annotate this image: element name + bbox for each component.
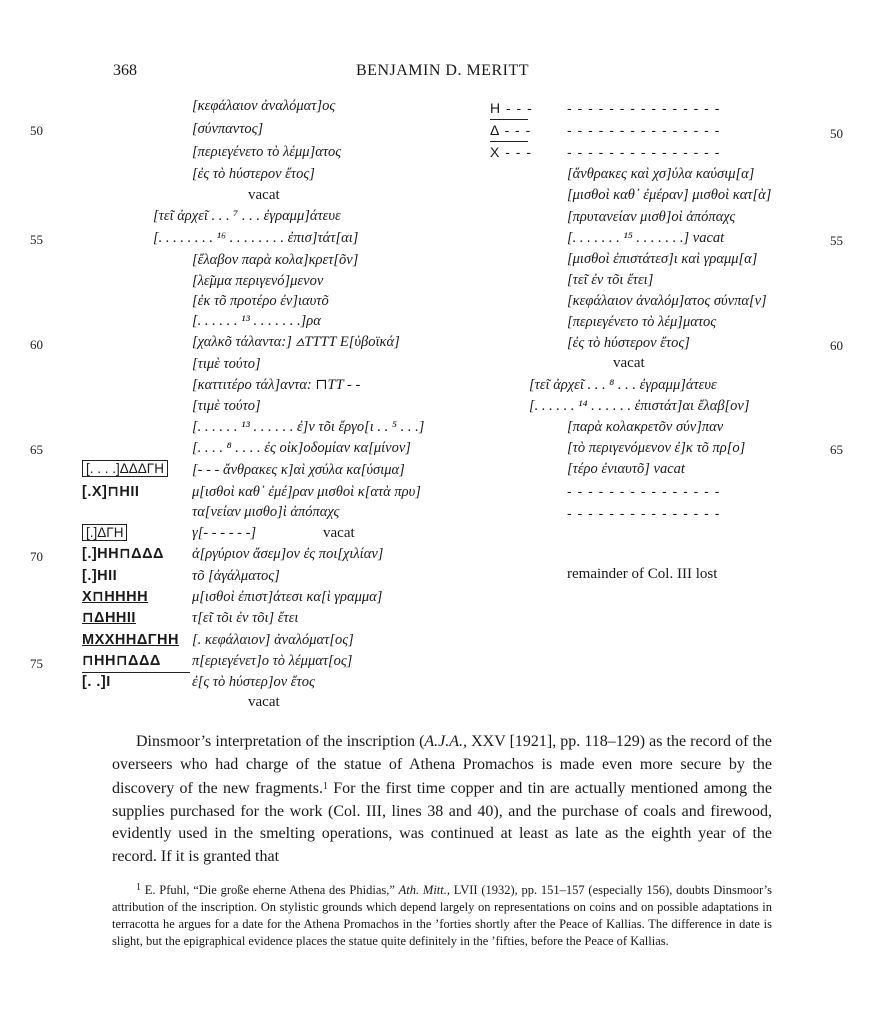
attic-numeral: [.]ΔΓΗ: [82, 524, 127, 541]
attic-numeral: Χ - - -: [490, 144, 532, 160]
inscription-line: [τε̃ι ἐν τõι ἔτει]: [567, 272, 654, 288]
attic-numeral: [.]ΗΙΙ: [82, 568, 118, 584]
attic-numeral: Δ - - -: [490, 122, 532, 138]
line-number: 50: [30, 123, 43, 138]
inscription-line: [τὸ περιγενόμενον ἐ]κ τõ πρ[ο]: [567, 440, 746, 456]
line-number: 65: [830, 442, 843, 457]
line-number: 65: [30, 442, 43, 457]
inscription-line: [χαλκõ τάλαντα:] ⩟ΤΤΤΤ Ε[ὐβοϊκά]: [192, 334, 400, 350]
lacuna-line: - - - - - - - - - - - - - - -: [567, 483, 721, 499]
journal-ref: Ath. Mitt.,: [398, 883, 450, 897]
running-head-author: BENJAMIN D. MERITT: [356, 62, 529, 79]
attic-numeral: ΜΧΧΗΗΔΓΗΗ: [82, 632, 179, 648]
line-number: 60: [830, 338, 843, 353]
inscription-line: γ[- - - - - -]: [192, 525, 257, 541]
inscription-line: [παρὰ κολακρετõν σύν]παν: [567, 419, 724, 435]
footnote-number: 1: [136, 882, 141, 893]
vacat: vacat: [248, 187, 280, 203]
line-number: 55: [30, 232, 43, 247]
inscription-line: [. . . . ⁸ . . . . ἐς οἰκ]οδομίαν κα[μίνον]: [192, 440, 411, 456]
attic-numeral: ⊓ΗΗ⊓ΔΔΔ: [82, 653, 161, 669]
attic-numeral: ⊓ΔΗΗΙΙ: [82, 610, 136, 626]
inscription-line: [- - - ἄνθρακες κ]αὶ χσύλα κα[ύσιμα]: [192, 462, 405, 478]
inscription-line: [περιεγένετο τὸ λέμ]ματος: [567, 314, 717, 330]
inscription-line: [τέρο ἐνιαυτõ] vacat: [567, 461, 685, 477]
attic-numeral: Η - - -: [490, 100, 533, 116]
inscription-line: [. . . . . . ¹⁴ . . . . . . ἐπιστάτ]αι ἔλαβ[ον]: [529, 398, 750, 414]
inscription-line: [πρυτανείαν μισθ]οὶ ἀπόπαχς: [567, 209, 736, 225]
inscription-line: [. . . . . . ¹³ . . . . . . .]ρα: [192, 313, 321, 329]
line-number: 55: [830, 233, 843, 248]
attic-numeral: [. .]Ι: [82, 674, 111, 690]
inscription-line: [τε̃ι ἀρχε̃ι . . . ⁸ . . . ἐγραμμ]άτευε: [529, 377, 717, 393]
divider: [82, 672, 190, 673]
page-number: 368: [113, 62, 137, 79]
inscription-line: [ἐς τὸ hύστερον ἔτος]: [567, 335, 690, 351]
inscription-line: [. . . . . . . ¹⁵ . . . . . . .] vacat: [567, 230, 725, 246]
inscription-line: [. κεφάλαιον] ἀναλόματ[ος]: [192, 632, 354, 648]
lacuna-line: - - - - - - - - - - - - - - -: [567, 144, 721, 160]
inscription-line: [μισθοὶ καθ᾽ ἐμέραν] μισθοὶ κατ[ὰ]: [567, 187, 772, 203]
inscription-line: [μισθοὶ ἐπιστάτεσ]ι καὶ γραμμ[α]: [567, 251, 758, 267]
inscription-line: [κεφάλαιον ἀναλόμ]ατος σύνπα[ν]: [567, 293, 767, 309]
inscription-line: [κεφάλαιον ἀναλόματ]ος: [192, 98, 336, 114]
inscription-line: [ἄνθρακες καὶ χσ]ύλα καύσιμ[α]: [567, 166, 755, 182]
inscription-line: [ἐς τὸ hύστερον ἔτος]: [192, 166, 315, 182]
lacuna-line: - - - - - - - - - - - - - - -: [567, 122, 721, 138]
vacat: vacat: [248, 694, 280, 710]
inscription-line: ἐ[ς τὸ hύστερ]ον ἔτος: [192, 674, 315, 690]
line-number: 70: [30, 549, 43, 564]
attic-numeral: Χ⊓ΗΗΗΗ: [82, 589, 149, 605]
inscription-line: ἀ[ργύριον ἄσεμ]ον ἐς ποι[χιλίαν]: [192, 546, 384, 562]
journal-ref: A.J.A.,: [424, 733, 468, 750]
body-paragraph: Dinsmoor’s interpretation of the inscription (A.J.A., XXV [1921], pp. 118–129) as the record of the overseers who had charge of the statue of Athena Promachos is made even more secure by the discovery of the new fragments.$^1$ For the first time copper and tin are actually mentioned among the supplies purchased for the work (Col. III, lines 38 and 40), and the purchase of coals and firewood, evidently used in the smelting operations, was continued at least as late as the eighth year of the record. If it is granted that: [112, 733, 772, 865]
inscription-line: [τε̃ι ἀρχε̃ι . . . ⁷ . . . ἐγραμμ]άτευε: [153, 208, 341, 224]
inscription-line: [. . . . . . ¹³ . . . . . . ἐ]ν τõι ἔργο[ι . . ⁵ . . .]: [192, 419, 425, 435]
inscription-line: [λε̃μμα περιγενό]μενον: [192, 273, 324, 289]
inscription-line: τ[ε̃ι τõι ἐν τõι] ἔτει: [192, 610, 299, 626]
inscription-line: τõ [ἀγάλματος]: [192, 568, 280, 584]
inscription-line: τα[νείαν μισθο]ὶ ἀπόπαχς: [192, 504, 340, 520]
lost-note: remainder of Col. III lost: [567, 566, 718, 582]
footnote: $^1$ E. Pfuhl, “Die große eherne Athena des Phidias,” Ath. Mitt., LVII (1932), pp. 151–157 (especially 156), doubts Dinsmoor’s attribution of the inscription. On stylistic grounds which depend largely on representations on coins and on possible adaptations in terracotta he argues for a date for the Athena Promachos in the ’forties shortly after the Peace of Kallias. The difference in date is slight, but the epigraphical evidence places the statue quite definitely in the ’fifties, before the Peace of Kallias.: [112, 882, 773, 948]
inscription-line: [τιμὲ τούτο]: [192, 356, 261, 372]
footnote-marker[interactable]: 1: [322, 781, 328, 792]
attic-numeral: [. . . .]ΔΔΔΓΗ: [82, 460, 168, 477]
lacuna-line: - - - - - - - - - - - - - - -: [567, 505, 721, 521]
line-number: 50: [830, 126, 843, 141]
divider: [490, 119, 528, 120]
inscription-line: [σύνπαντος]: [192, 121, 264, 137]
divider: [490, 141, 528, 142]
attic-numeral: [.]ΗΗ⊓ΔΔΔ: [82, 546, 164, 562]
inscription-line: [περιεγένετο τὸ λέμμ]ατος: [192, 144, 342, 160]
inscription-line: [ἐκ τõ προτέρο ἐν]ιαυτõ: [192, 293, 329, 309]
inscription-line: μ[ισθοὶ ἐπιστ]άτεσι κα[ὶ γραμμα]: [192, 589, 383, 605]
inscription-line: [ἔλαβον παρὰ κολα]κρετ[õν]: [192, 252, 359, 268]
inscription-line: [καττιτέρο τάλ]αντα: ⊓ΤΤ - -: [192, 377, 361, 393]
inscription-line: μ[ισθοὶ καθ᾽ ἐμέ]ραν μισθοὶ κ[ατὰ πρυ]: [192, 484, 421, 500]
inscription-line: π[εριεγένετ]ο τὸ λέμματ[ος]: [192, 653, 353, 669]
inscription-line: [τιμὲ τούτο]: [192, 398, 261, 414]
inscription-line: [. . . . . . . . ¹⁶ . . . . . . . . ἐπισ]τάτ[αι]: [153, 230, 359, 246]
attic-numeral: [.X]⊓ΗΙΙ: [82, 484, 140, 500]
lacuna-line: - - - - - - - - - - - - - - -: [567, 100, 721, 116]
line-number: 75: [30, 656, 43, 671]
vacat: vacat: [323, 525, 355, 541]
vacat: vacat: [613, 355, 645, 371]
line-number: 60: [30, 337, 43, 352]
